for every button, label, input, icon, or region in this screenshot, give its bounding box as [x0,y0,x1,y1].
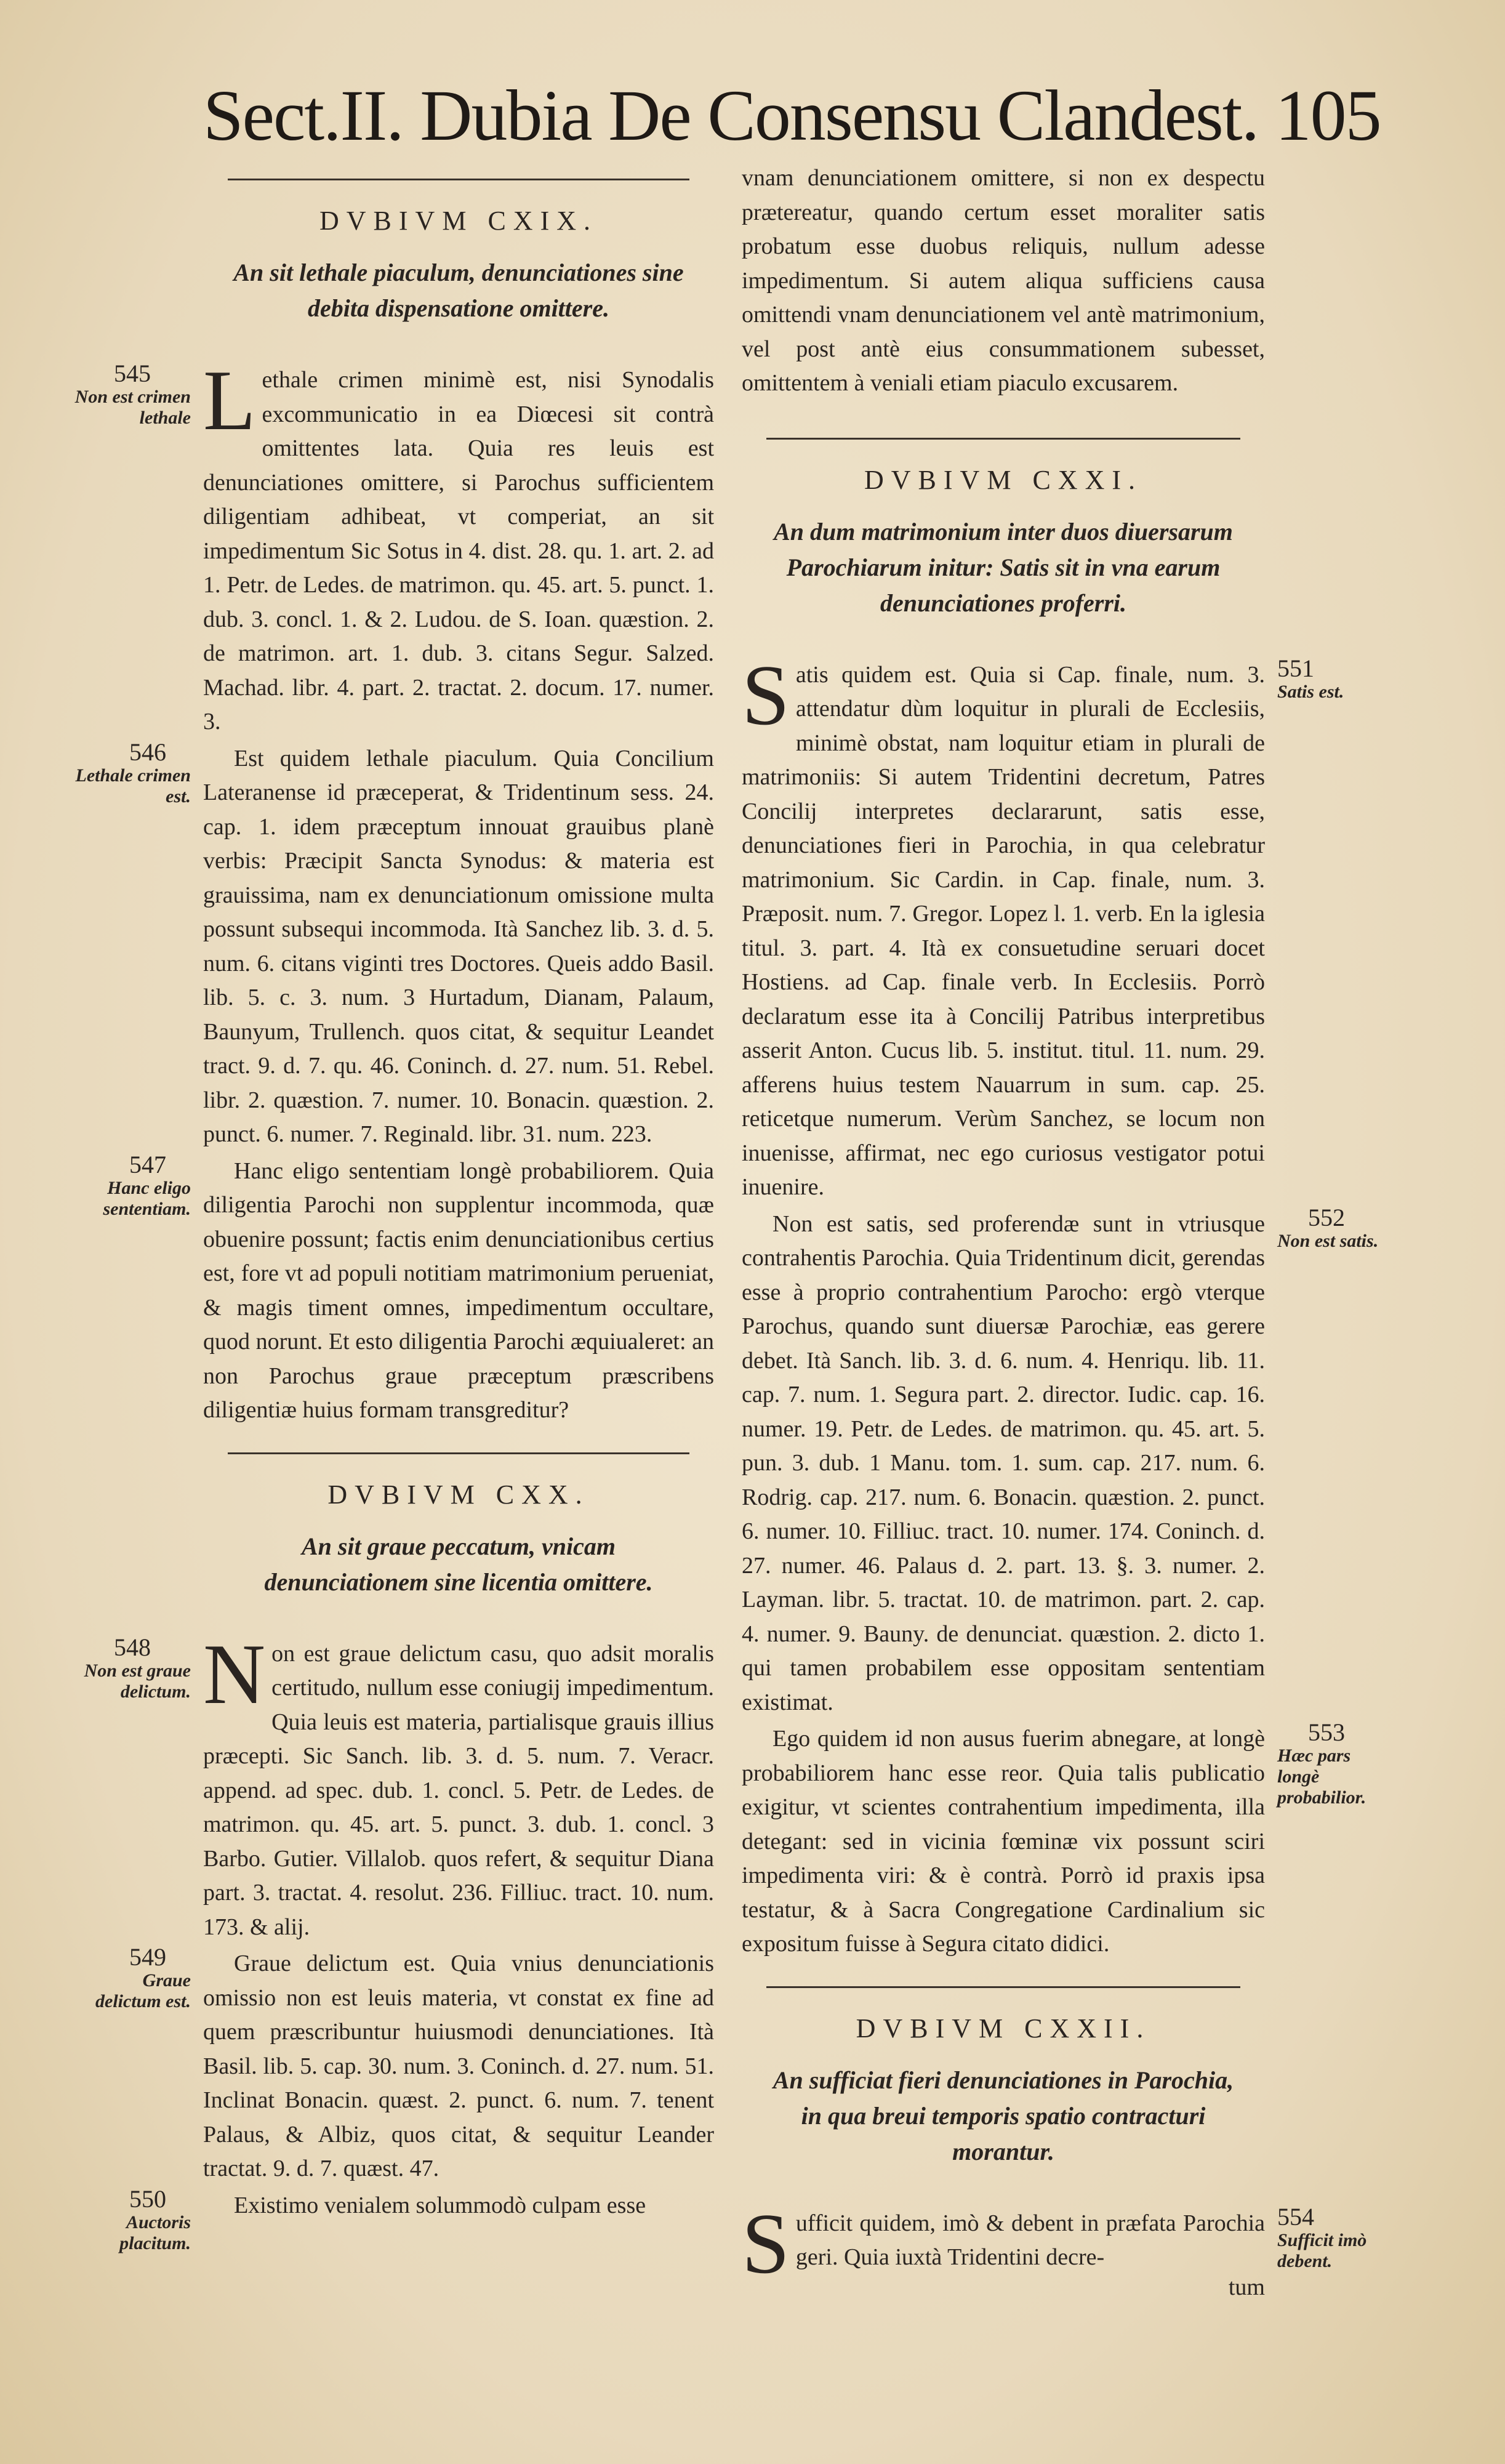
right-column [742,161,1379,2301]
dubium-title: DVBIVM CXIX. [319,206,598,236]
dubium-question: An sit graue peccatum, vnicam denunciationem sine licentia omittere. [264,1532,653,1596]
paragraph [742,647,1344,1205]
margin-note [74,360,191,429]
margin-note-text: Lethale crimen est. [75,765,191,807]
paragraph-number: 554 [1277,2202,1314,2231]
paragraph-number: 552 [1308,1203,1345,1231]
paragraph [119,2184,714,2253]
margin-note-text: Non est graue delictum. [84,1660,191,1702]
paragraph-text: Ego quidem id non ausus fuerim abnegare, at longè probabiliorem hanc esse reor. Quia talis publicatio exigitur, vt scientes contrahentium impedimenta, illa detegant: sed in vicinia fœminæ vix possunt sciri impedimenta viri: & è contrà. Porrò id praxis ipsa testatur, & à Sacra Congregatione Cardinalium sic expositum fuisse à Segura citato didici. [742,1726,1265,1957]
margin-note [74,738,191,807]
paragraph [742,1718,1367,1962]
paragraph-text: Satis quidem est. Quia si Cap. finale, num. 3. attendatur dùm loquitur in plurali de Ecclesiis, minimè obstat, nam loquitur etiam in plurali de matrimoniis: Si autem Tridentini decretum, Patres Concilij interpretes declararunt, satis esse, denunciationes fieri in Parochia, in qua celebratur matrimonium. Sic Cardin. in Cap. finale, num. 3. Præposit. num. 7. Gregor. Lopez l. 1. verb. En la iglesia titul. 3. part. 4. Ità ex consuetudine seruari docet Hostiens. ad Cap. finale verb. In Ecclesiis. Porrò declaratum esse ita à Concilij Patribus interpretibus asserit Anton. Cucus lib. 5. institut. titul. 11. num. 29. afferens huius testem Nauarrum in sum. cap. 25. reticetque numerum. Verùm Sanchez, se locum non inuenisse, affirmat, nec ego curiosus vestigator potui inuenire. [742,647,1265,1200]
paragraph-text: Sufficit quidem, imò & debent in præfata Parochia geri. Quia iuxtà Tridentini decre- [742,2196,1265,2292]
margin-note [74,2184,191,2254]
running-header: Sect.II. Dubia De Consensu Clandest. 105 [203,75,1381,156]
paragraph-number: 547 [129,1150,166,1178]
margin-note-text: Hanc eligo sententiam. [103,1177,191,1219]
paragraph-number: 546 [129,738,166,766]
paragraph-text: Graue delictum est. Quia vnius denunciationis omissio non est leuis materia, vt constat ex fine ad quem præscribuntur huiusmodi denunciationes. Ità Basil. lib. 5. cap. 30. num. 3. Coninch. d. 27. num. 51. Inclinat Bonacin. quæst. 2. punct. 6. num. 7. tenent Palaus, & Albiz, quos citat, & sequitur Leander tractat. 9. d. 7. quæst. 47. [203,1951,714,2181]
dubium-question: An dum matrimonium inter duos diuersarum Parochiarum initur: Satis sit in vna earum denunciationes proferri. [774,517,1233,617]
paragraph-text: Non est satis, sed proferendæ sunt in vtriusque contrahentis Parochia. Quia Tridentinum dicit, gerendas esse à proprio contrahentium Parocho: ergò vterque Parochus, quando sunt diuersæ Parochiæ, eas gerere debet. Ità Sanch. lib. 3. d. 6. num. 4. Henriqu. lib. 11. cap. 7. num. 1. Segura part. 2. director. Iudic. cap. 16. numer. 19. Petr. de Ledes. de matrimon. qu. 45. art. 5. pun. 3. dub. 1 Manu. tom. 1. sum. cap. 217. num. 6. Rodrig. cap. 217. num. 6. Bonacin. quæstion. 2. punct. 6. numer. 10. Filliuc. tract. 10. numer. 174. Coninch. d. 27. numer. 46. Palaus d. 2. part. 13. §. 3. numer. 2. Layman. libr. 5. tractat. 10. de matrimon. part. 2. cap. 4. numer. 9. Bauny. de denunciat. quæstion. 2. dicto 1. qui tamen probabilem esse oppositam sententiam existimat. [742,1210,1265,1715]
dubium-question: An sit lethale piaculum, denunciationes sine debita dispensatione omittere. [233,259,684,322]
dubium-question: An sufficiat fieri denunciationes in Parochia, in qua breui temporis spatio contracturi morantur. [773,2066,1234,2165]
margin-note [1277,1718,1388,1808]
section-rule [766,438,1240,440]
margin-note [1277,1203,1388,1252]
paragraph [95,1943,714,2186]
margin-note [74,1633,191,1702]
catchword: tum [1228,2274,1265,2300]
section-rule [766,1986,1240,1988]
dubium-title: DVBIVM CXXII. [856,2013,1151,2043]
section-rule [228,179,689,180]
paragraph-text: Lethale crimen minimè est, nisi Synodalis excommunicatio in ea Diœcesi sit contrà omittentes lata. Quia res leuis est denunciationes omittere, si Parochus sufficientem diligentiam adhibeat, vt comperiat, an sit impedimentum Sic Sotus in 4. dist. 28. qu. 1. art. 2. ad 1. Petr. de Ledes. de matrimon. qu. 45. art. 5. punct. 1. dub. 3. concl. 1. & 2. Ludou. de S. Ioan. quæstion. 2. de matrimon. art. 1. dub. 3. citans Segur. Salzed. Machad. libr. 4. part. 2. tractat. 2. docum. 17. numer. 3. [203,353,714,735]
dubium-title: DVBIVM CXXI. [864,464,1142,495]
margin-note [74,1943,191,2012]
paragraph-number: 550 [129,2184,166,2213]
paragraph-text: Est quidem lethale piaculum. Quia Concilium Lateranense id præceperat, & Tridentinum sess. 24. cap. 1. idem præceptum innouat grauibus planè verbis: Præcipit Sancta Synodus: & materia est grauissima, nam ex denunciationum omissione multa possunt subsequi incommoda. Ità Sanchez lib. 3. d. 5. num. 6. citans viginti tres Doctores. Queis addo Basil. lib. 5. c. 3. num. 3 Hurtadum, Dianam, Palaum, Baunyum, Trullench. quos citat, & sequitur Leandet tract. 9. d. 7. qu. 46. Coninch. d. 27. num. 51. Rebel. libr. 2. quæstion. 7. numer. 10. Bonacin. quæstion. 2. punct. 6. numer. 7. Reginald. libr. 31. num. 223. [203,745,714,1147]
margin-note-text: Hæc pars longè probabilior. [1277,1745,1367,1808]
margin-note [1277,2202,1388,2272]
margin-note-text: Non est crimen lethale [74,387,191,428]
paragraph-number: 545 [114,360,151,387]
margin-note [74,1150,191,1220]
margin-note-text: Satis est. [1277,681,1344,702]
dubium-title: DVBIVM CXX. [327,1479,590,1510]
paragraph-text: Non est graue delictum casu, quo adsit moralis certitudo, nullum esse coniugij impedimentum. Quia leuis est materia, partialisque grauis illius præcepti. Sic Sanch. lib. 3. d. 5. num. 7. Veracr. append. ad spec. dub. 1. concl. 5. Petr. de Ledes. de matrimon. qu. 45. art. 5. punct. 3. dub. 1. concl. 3 Barbo. Gutier. Villalob. quos refert, & sequitur Diana part. 3. tractat. 4. resolut. 236. Filliuc. tract. 10. num. 173. & alij. [203,1626,714,1940]
paragraph [75,738,714,1152]
paragraph-number: 553 [1308,1718,1345,1746]
paragraph-number: 548 [114,1633,151,1661]
margin-note-text: Non est satis. [1277,1230,1379,1251]
paragraph-text: vnam denunciationem omittere, si non ex despectu prætereatur, quando certum esset moraliter satis probatum esse duobus reliquis, nullum adesse impedimentum. Si autem aliqua sufficiens causa omittendi vnam denunciationem vel antè matrimonium, vel post antè eius consummationem subesset, omittentem à veniali etiam piaculo excusarem. [742,165,1265,396]
margin-note-text: Sufficit imò debent. [1277,2229,1367,2271]
paragraph-number: 551 [1277,654,1314,682]
paragraph [84,1626,714,1945]
section-rule [228,1452,689,1454]
paragraph-text: Existimo venialem solummodò culpam esse [234,2192,646,2218]
paragraph [103,1150,714,1428]
paragraph [742,161,1265,401]
paragraph [742,1203,1379,1720]
margin-note [1277,654,1388,703]
paragraph [74,353,714,739]
paragraph-number: 549 [129,1943,166,1971]
left-column [74,179,714,2253]
paragraph-text: Hanc eligo sententiam longè probabiliorem. Quia diligentia Parochi non supplentur incommoda, quæ obuenire possunt; factis enim denunciationibus certius est, fore vt ad populi notitiam matrimonium perueniat, & magis timent omnes, impedimentum occultare, quod norunt. Et esto diligentia Parochi æquiualeret: an non Parochus graue præceptum præscribens diligentiæ huius formam transgreditur? [203,1158,714,1423]
margin-note-text: Auctoris placitum. [119,2212,191,2253]
margin-note-text: Graue delictum est. [95,1970,191,2011]
